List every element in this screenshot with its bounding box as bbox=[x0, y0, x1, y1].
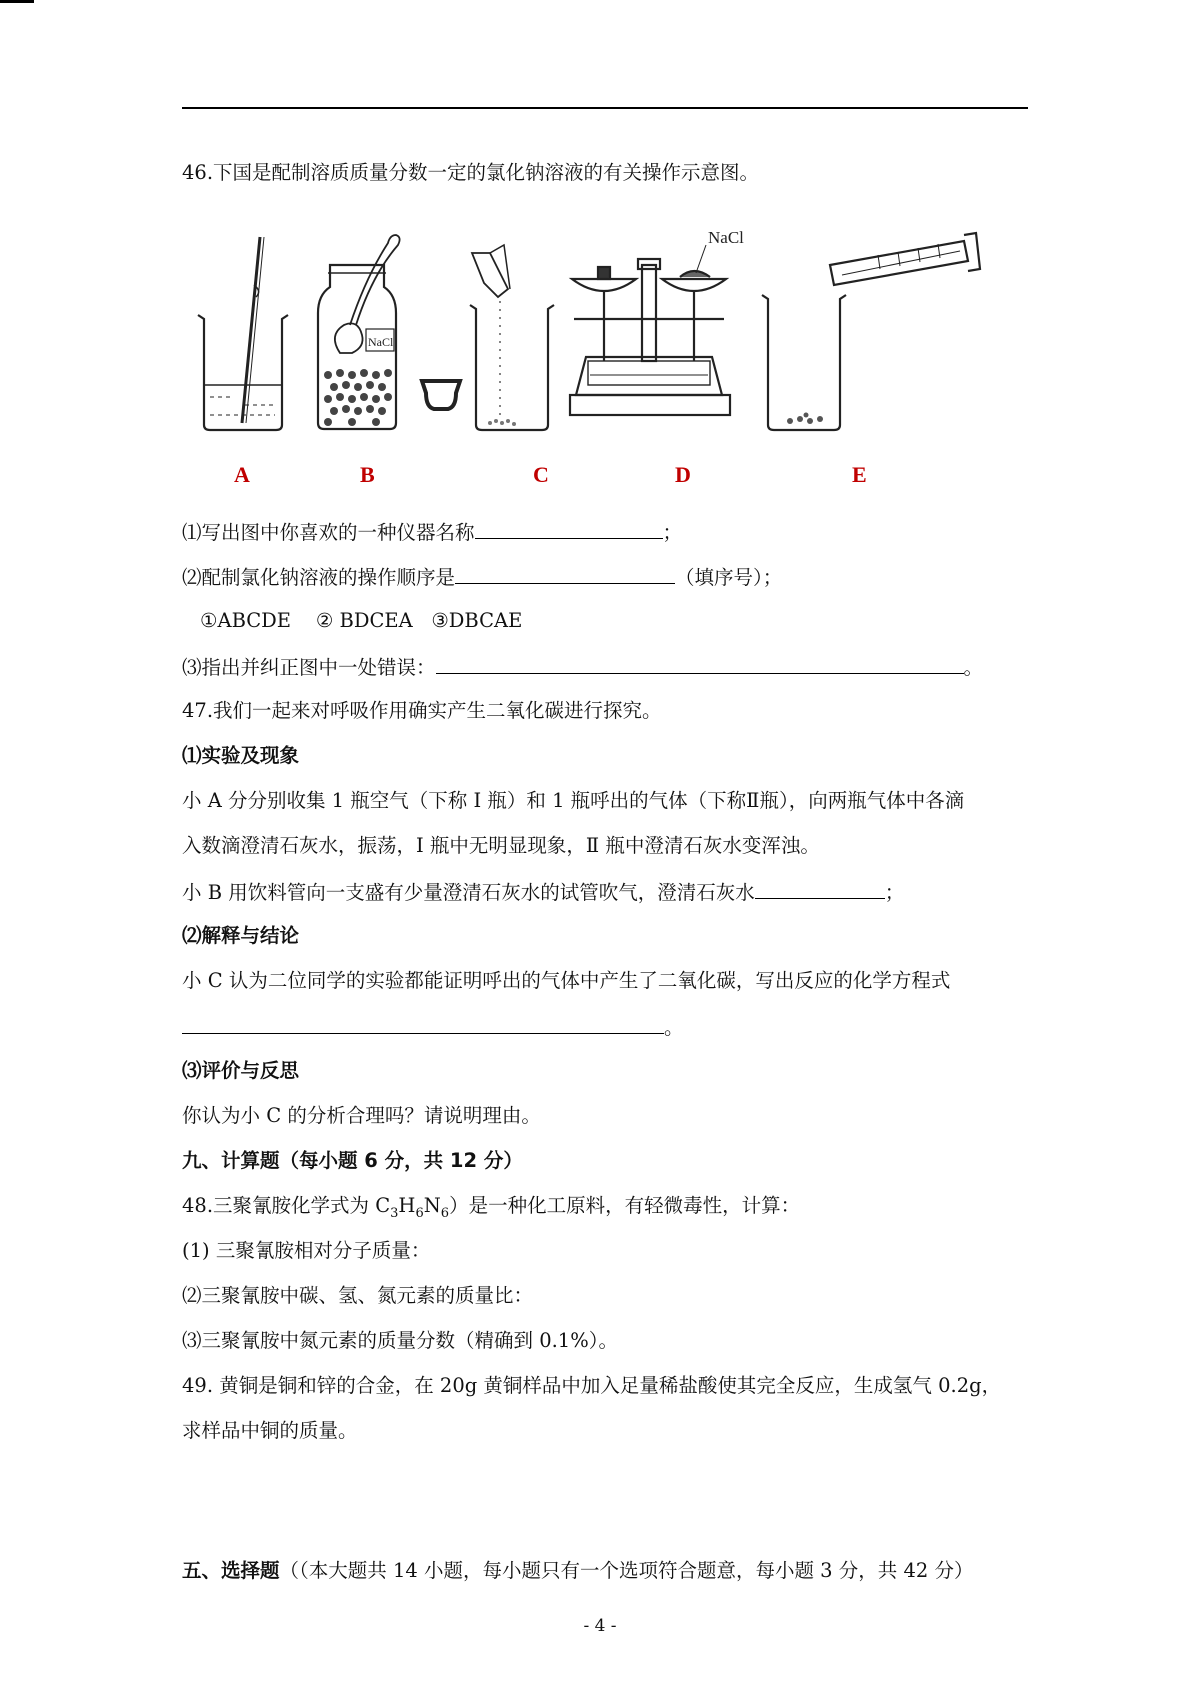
q47-equation-blank[interactable] bbox=[182, 1013, 664, 1034]
q46-part1-end: ； bbox=[662, 521, 683, 544]
q47-title: 47.我们一起来对呼吸作用确实产生二氧化碳进行探究。 bbox=[182, 699, 662, 722]
q48-h: H bbox=[398, 1194, 416, 1217]
q48-sub1: (1) 三聚氰胺相对分子质量： bbox=[182, 1239, 431, 1262]
q47-equation-line bbox=[182, 1013, 684, 1041]
q47-heading-3: ⑶评价与反思 bbox=[182, 1059, 300, 1082]
figure-label-e: E bbox=[852, 462, 867, 487]
q46-part2-blank[interactable] bbox=[455, 563, 675, 584]
balance-illustration bbox=[570, 245, 730, 415]
beaker-with-rod-illustration bbox=[198, 237, 288, 430]
figure-label-d: D bbox=[675, 462, 691, 487]
q47-para3-end: 。 bbox=[664, 1016, 684, 1039]
q46-part3-blank[interactable] bbox=[436, 653, 964, 674]
q46-title: 46.下国是配制溶质质量分数一定的氯化钠溶液的有关操作示意图。 bbox=[182, 161, 760, 184]
q48-sub-h: 6 bbox=[415, 1205, 424, 1221]
corner-mark bbox=[0, 0, 34, 3]
reagent-bottle-illustration bbox=[318, 235, 400, 429]
q46-part2-end: （填序号）； bbox=[675, 566, 783, 589]
nacl-label-bottle: NaCl bbox=[368, 335, 394, 349]
header-rule bbox=[182, 107, 1028, 109]
section-9-heading: 九、计算题（每小题 6 分，共 12 分） bbox=[182, 1149, 523, 1172]
q48-sub-c: 3 bbox=[390, 1205, 399, 1221]
nacl-label-balance: NaCl bbox=[708, 228, 744, 247]
q46-part2-text: ⑵配制氯化钠溶液的操作顺序是 bbox=[182, 566, 456, 589]
q46-part3 bbox=[182, 653, 983, 681]
q48-title bbox=[182, 1193, 800, 1227]
page-number: - 4 - bbox=[583, 1616, 617, 1636]
q49-line2: 求样品中铜的质量。 bbox=[182, 1419, 358, 1442]
q49-line1: 49. 黄铜是铜和锌的合金，在 20g 黄铜样品中加入足量稀盐酸使其完全反应，生成氢气 0.2g， bbox=[182, 1374, 1002, 1397]
section-5-title: 五、选择题 bbox=[182, 1559, 280, 1582]
figure-label-a: A bbox=[234, 462, 250, 487]
q46-figure bbox=[190, 225, 1050, 445]
q47-para1-line1: 小 A 分分别收集 1 瓶空气（下称 Ⅰ 瓶）和 1 瓶呼出的气体（下称Ⅱ瓶），向两瓶气体中各滴 bbox=[182, 789, 965, 812]
q48-sub2: ⑵三聚氰胺中碳、氢、氮元素的质量比： bbox=[182, 1284, 534, 1307]
q47-para2 bbox=[182, 878, 904, 906]
beaker-with-cylinder-illustration bbox=[762, 233, 980, 430]
figure-label-c: C bbox=[533, 462, 549, 487]
q47-para2-blank[interactable] bbox=[755, 878, 885, 899]
q47-para2-text: 小 B 用饮料管向一支盛有少量澄清石灰水的试管吹气，澄清石灰水 bbox=[182, 881, 755, 904]
q47-para2-end: ； bbox=[884, 881, 905, 904]
q47-heading-2: ⑵解释与结论 bbox=[182, 924, 300, 947]
q46-part3-end: 。 bbox=[963, 656, 984, 679]
q47-para4: 你认为小 C 的分析合理吗？请说明理由。 bbox=[182, 1104, 541, 1127]
q46-part3-text: ⑶指出并纠正图中一处错误： bbox=[182, 656, 436, 679]
q48-prefix: 48.三聚氰胺化学式为 C bbox=[182, 1194, 391, 1217]
figure-label-b: B bbox=[360, 462, 375, 487]
section-5-heading bbox=[182, 1558, 974, 1584]
q47-para1-line2: 入数滴澄清石灰水，振荡，Ⅰ 瓶中无明显现象，Ⅱ 瓶中澄清石灰水变浑浊。 bbox=[182, 834, 820, 857]
q46-part1 bbox=[182, 518, 682, 546]
section-5-note: （（本大题共 14 小题，每小题只有一个选项符合题意，每小题 3 分，共 42 分） bbox=[279, 1559, 974, 1582]
q48-sub3: ⑶三聚氰胺中氮元素的质量分数（精确到 0.1%）。 bbox=[182, 1329, 618, 1352]
q48-sub-n: 6 bbox=[440, 1205, 450, 1221]
q46-options: ①ABCDE ② BDCEA ③DBCAE bbox=[200, 609, 523, 632]
q46-part1-text: ⑴写出图中你喜欢的一种仪器名称 bbox=[182, 521, 475, 544]
bottle-stopper-illustration bbox=[422, 381, 460, 409]
q46-part1-blank[interactable] bbox=[475, 518, 663, 539]
q48-n: N bbox=[423, 1194, 441, 1217]
q48-suffix: ）是一种化工原料，有轻微毒性，计算： bbox=[449, 1194, 801, 1217]
q47-para3: 小 C 认为二位同学的实验都能证明呼出的气体中产生了二氧化碳，写出反应的化学方程式 bbox=[182, 969, 951, 992]
q47-heading-1: ⑴实验及现象 bbox=[182, 744, 300, 767]
beaker-with-paper-illustration bbox=[470, 245, 554, 430]
q46-part2 bbox=[182, 563, 782, 591]
